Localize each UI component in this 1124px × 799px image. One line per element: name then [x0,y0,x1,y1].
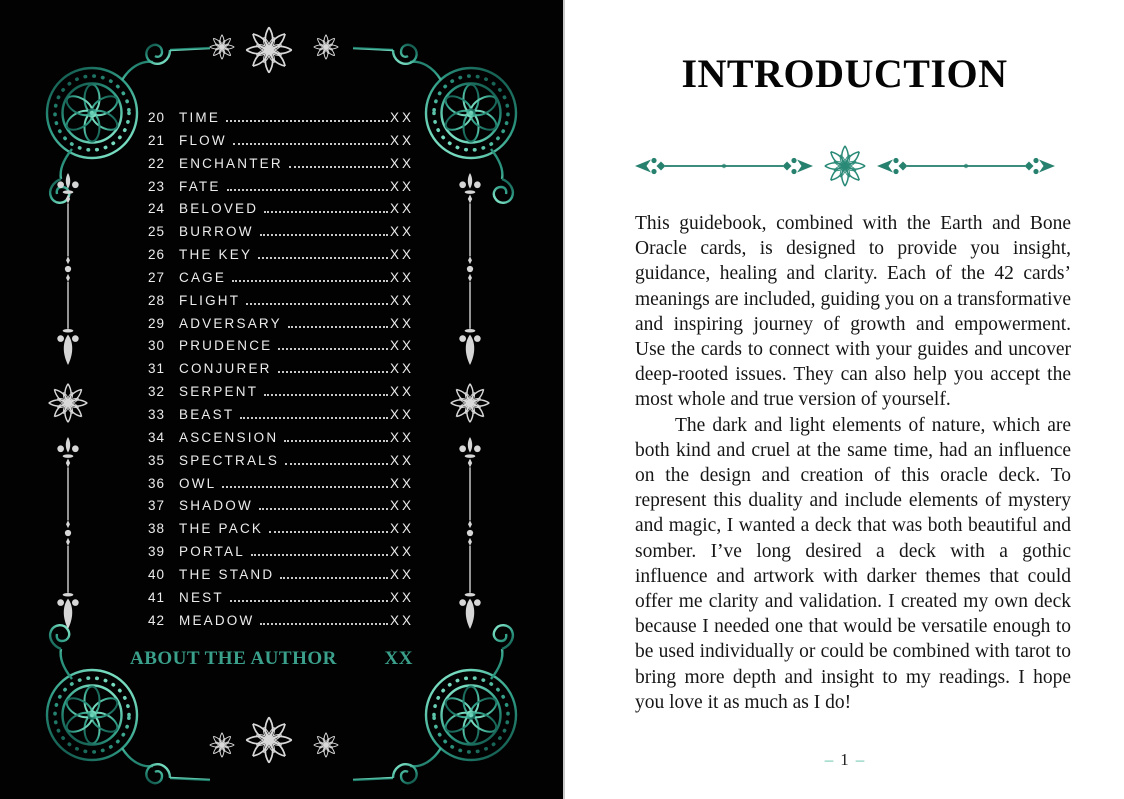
toc-row [138,476,414,499]
toc-card-number: 20 [147,110,165,125]
toc-dot-leader [232,280,388,282]
toc-card-number: 26 [147,247,165,263]
toc-card-title: ENCHANTER [179,155,283,171]
toc-row [138,407,414,430]
toc-card-number: 32 [147,384,165,400]
toc-page-ref: XX [389,338,414,354]
toc-row [138,453,414,476]
toc-page-ref: XX [389,589,414,605]
toc-dot-leader [289,166,388,168]
intro-paragraph-1: This guidebook, combined with the Earth and Bone Oracle cards, is designed to provide you insight, guidance, healing and clarity. Each of the 42 cards’ meanings are included, guiding you on a transformative and inspiring journey of growth and empowerment. Use the cards to connect with your guides and uncover deep-rooted issues. They can also help you accept the most whole and true version of yourself. [635,213,1071,411]
toc-page-ref: XX [389,452,414,468]
toc-row [138,521,414,544]
intro-paragraph-2: The dark and light elements of nature, which are both kind and cruel at the same time, had an influence on the design and creation of this oracle deck. To represent this duality and include elements of mystery and magic, I wanted a deck that was both beautiful and somber. I’ve long desired a deck with a gothic influence and artwork with darker themes that could offer me clarity and validation. I created my own deck because I needed one that would be versatile enough to be used individually or could be combined with tarot to bring more depth and insight to my readings. I hope you love it as much as I do! [635,414,1071,713]
toc-card-title: THE PACK [179,521,264,537]
toc-row [138,316,414,339]
toc-page-ref: XX [389,224,414,240]
toc-card-number: 42 [147,612,165,628]
toc-card-number: 27 [147,269,165,285]
toc-page-ref: XX [389,498,414,514]
toc-page-ref: XX [389,110,414,125]
toc-list [138,110,414,635]
lotus-flower-icon [46,381,90,425]
toc-dot-leader [288,326,388,328]
toc-card-title: BEAST [179,406,235,422]
toc-dot-leader [278,348,388,350]
toc-card-title: CAGE [179,269,227,285]
toc-row [138,498,414,521]
toc-row [138,270,414,293]
toc-card-title: NEST [179,589,224,605]
arrow-divider-icon [876,151,1056,181]
toc-dot-leader [240,417,388,419]
toc-row [138,613,414,636]
about-the-author-label: ABOUT THE AUTHOR [130,648,337,669]
lotus-flower-icon [312,33,340,61]
toc-page-ref: XX [389,201,414,217]
toc-dot-leader [264,211,388,213]
toc-page-ref: XX [389,429,414,445]
toc-card-title: THE STAND [179,566,275,582]
toc-row [138,338,414,361]
arrow-rod-ornament-icon [452,172,488,368]
toc-dot-leader [260,234,388,236]
toc-card-number: 21 [147,132,165,148]
toc-row [138,590,414,613]
toc-card-title: SERPENT [179,384,259,400]
toc-card-title: SHADOW [179,498,253,514]
toc-card-title: PRUDENCE [179,338,273,354]
toc-page-ref: XX [389,315,414,331]
toc-row [138,293,414,316]
toc-dot-leader [233,143,388,145]
lotus-flower-icon [243,714,295,766]
toc-card-title: SPECTRALS [179,452,280,468]
toc-card-title: MEADOW [179,612,255,628]
toc-card-number: 39 [147,544,165,560]
toc-page-ref: XX [389,269,414,285]
toc-card-number: 25 [147,224,165,240]
arrow-divider-icon [634,151,814,181]
toc-row [138,430,414,453]
toc-card-number: 30 [147,338,165,354]
toc-card-number: 35 [147,452,165,468]
toc-page-ref: XX [389,521,414,537]
arrow-rod-ornament-icon [452,436,488,632]
toc-card-title: FATE [179,178,221,194]
toc-card-number: 29 [147,315,165,331]
toc-page-ref: XX [389,132,414,148]
toc-dot-leader [246,303,388,305]
toc-card-title: BURROW [179,224,254,240]
toc-row [138,179,414,202]
section-divider [629,143,1061,189]
toc-card-title: TIME [179,110,221,125]
toc-card-number: 34 [147,429,165,445]
toc-card-title: OWL [179,475,217,491]
toc-page-ref: XX [389,361,414,377]
about-the-author-page-ref: XX [384,648,413,669]
toc-page-ref: XX [389,566,414,582]
toc-page-ref: XX [389,178,414,194]
toc-row [138,544,414,567]
arrow-rod-ornament-icon [50,172,86,368]
toc-row [138,247,414,270]
toc-card-number: 41 [147,589,165,605]
toc-card-number: 37 [147,498,165,514]
page-number-right-dash: – [855,750,865,769]
toc-row [138,384,414,407]
toc-card-title: ASCENSION [179,429,279,445]
toc-card-number: 33 [147,406,165,422]
toc-dot-leader [269,531,388,533]
toc-card-title: FLOW [179,132,227,148]
toc-card-number: 23 [147,178,165,194]
toc-card-number: 31 [147,361,165,377]
toc-card-number: 40 [147,566,165,582]
toc-card-title: PORTAL [179,544,245,560]
toc-page-ref: XX [389,612,414,628]
toc-row [138,156,414,179]
right-page [563,0,1124,799]
toc-dot-leader [260,623,388,625]
lotus-flower-icon [448,381,492,425]
about-the-author-row [130,648,413,670]
toc-dot-leader [230,600,388,602]
toc-card-number: 22 [147,155,165,171]
toc-card-number: 24 [147,201,165,217]
lotus-flower-icon [208,33,236,61]
toc-page-ref: XX [389,292,414,308]
page-number-value: 1 [840,750,849,769]
toc-card-title: FLIGHT [179,292,241,308]
introduction-body [635,211,1071,715]
toc-page-ref: XX [389,406,414,422]
toc-card-title: CONJURER [179,361,272,377]
toc-dot-leader [226,120,388,122]
toc-card-number: 38 [147,521,165,537]
toc-page-ref: XX [389,544,414,560]
toc-dot-leader [278,371,388,373]
toc-row [138,133,414,156]
toc-row [138,201,414,224]
corner-medallion-flourish-icon [20,609,210,799]
toc-card-title: BELOVED [179,201,259,217]
arrow-rod-ornament-icon [50,436,86,632]
toc-dot-leader [280,577,388,579]
page-title: INTRODUCTION [681,51,1008,96]
toc-card-number: 36 [147,475,165,491]
toc-card-title: ADVERSARY [179,315,282,331]
lotus-flower-icon [208,731,236,759]
toc-row [138,361,414,384]
page-number [565,750,1124,770]
toc-dot-leader [222,486,388,488]
toc-dot-leader [227,189,388,191]
toc-page-ref: XX [389,475,414,491]
toc-dot-leader [264,394,388,396]
toc-row [138,110,414,133]
lotus-flower-icon [312,731,340,759]
corner-medallion-flourish-icon [353,609,543,799]
toc-page-ref: XX [389,384,414,400]
toc-dot-leader [285,463,388,465]
toc-card-number: 28 [147,292,165,308]
toc-page-ref: XX [389,247,414,263]
toc-row [138,224,414,247]
lotus-flower-icon [822,143,868,189]
lotus-flower-icon [243,24,295,76]
toc-dot-leader [258,257,388,259]
toc-page-ref: XX [389,155,414,171]
toc-dot-leader [284,440,388,442]
page-number-left-dash: – [824,750,834,769]
toc-row [138,567,414,590]
toc-dot-leader [259,508,388,510]
toc-card-title: THE KEY [179,247,253,263]
toc-dot-leader [251,554,388,556]
